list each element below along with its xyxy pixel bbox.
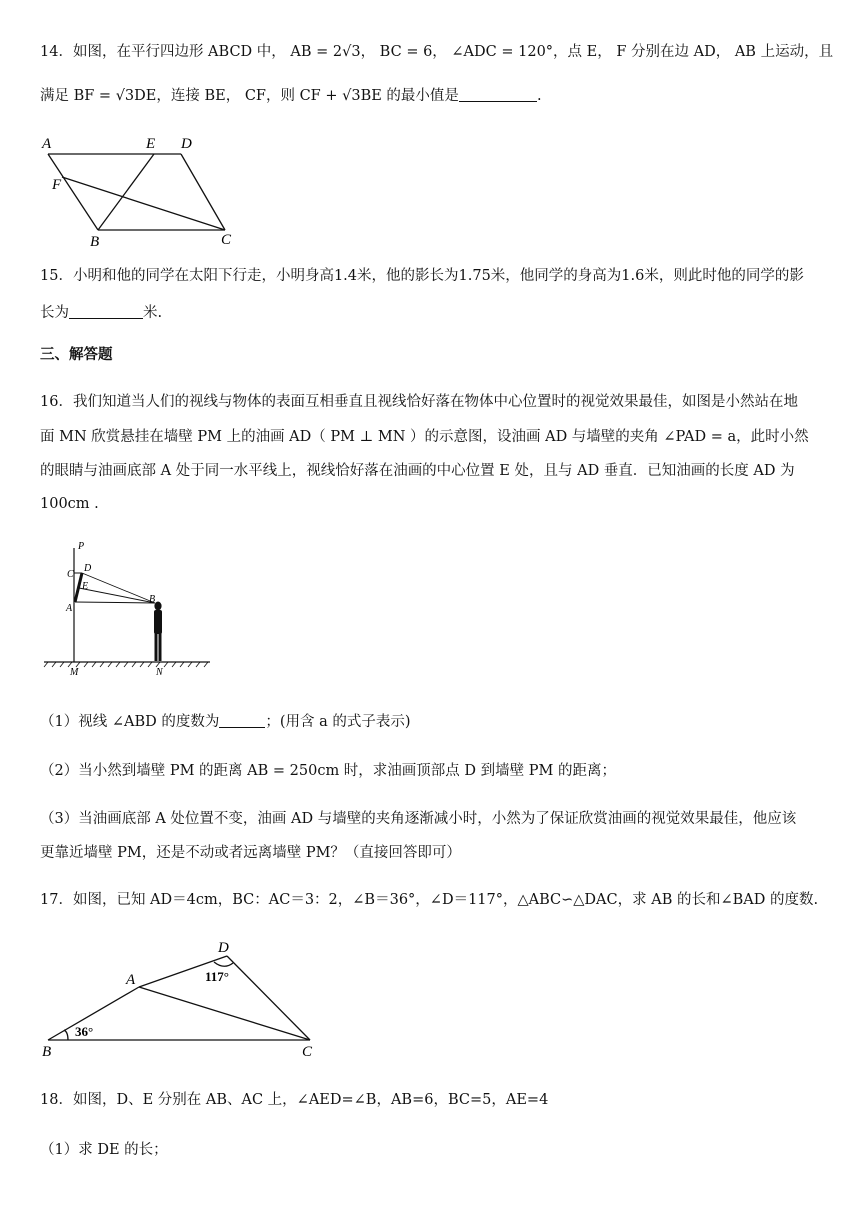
q14-line2-text: 满足 BF = √3DE，连接 BE， CF，则 CF + √3BE 的最小值是 <box>40 88 459 104</box>
q14-line1: 14．如图，在平行四边形 ABCD 中， AB = 2√3， BC = 6， ∠ADC = 120°，点 E， F 分别在边 AD， AB 上运动，且 <box>40 44 834 60</box>
q17-angle-D-label: 117° <box>205 969 229 984</box>
q16-painting-AD <box>75 573 82 602</box>
q14-label-C: C <box>221 232 232 248</box>
q17-label-C: C <box>302 1044 313 1060</box>
q16-label-C: C <box>67 569 74 580</box>
q15-answer-blank <box>69 304 143 319</box>
q14-segment-FC <box>62 177 225 230</box>
q15-line2-start: 长为 <box>40 305 69 321</box>
q16-label-D: D <box>84 563 92 574</box>
q15-line2-end: 米. <box>143 305 163 321</box>
q16-sub2: （2）当小然到墙壁 PM 的距离 AB = 250cm 时，求油画顶部点 D 到墙壁 PM 的距离； <box>40 763 616 779</box>
q18-text: 18．如图，D、E 分别在 AB、AC 上，∠AED=∠B，AB=6，BC=5，AE=4 <box>40 1092 549 1108</box>
q16-sub1-end: ；(用含 a 的式子表示) <box>265 714 411 730</box>
q14-line2-end: . <box>536 88 542 104</box>
q18-sub1: （1）求 DE 的长； <box>40 1142 168 1158</box>
q15-line2 <box>40 303 830 323</box>
q15-line1: 15．小明和他的同学在太阳下行走，小明身高1.4米，他的影长为1.75米，他同学的身高为1.6米，则此时他的同学的影 <box>40 268 804 284</box>
q14-line2 <box>40 86 830 106</box>
q17-label-D: D <box>218 940 229 956</box>
q17-angle-B-label: 36° <box>75 1024 94 1039</box>
q16-line2: 面 MN 欣赏悬挂在墙壁 PM 上的油画 AD（ PM ⊥ MN ）的示意图，设油画 AD 与墙壁的夹角 ∠PAD = a，此时小然 <box>40 429 809 445</box>
q16-sight-DB <box>82 573 155 603</box>
q16-label-A: A <box>66 603 73 614</box>
q16-wall-figure <box>40 540 230 680</box>
q16-sub3-line1: （3）当油画底部 A 处位置不变，油画 AD 与墙壁的夹角逐渐减小时，小然为了保证欣赏油画的视觉效果最佳，他应该 <box>40 811 797 827</box>
q16-label-E: E <box>82 581 89 592</box>
q14-label-B: B <box>90 234 100 248</box>
q14-answer-blank <box>459 87 537 102</box>
q14-label-A: A <box>42 136 52 152</box>
q16-label-P: P <box>78 541 85 552</box>
q16-line3: 的眼睛与油画底部 A 处于同一水平线上，视线恰好落在油画的中心位置 E 处，且与 AD 垂直．已知油画的长度 AD 为 <box>40 463 795 479</box>
q16-line4: 100cm . <box>40 496 99 512</box>
q14-label-F: F <box>52 177 62 193</box>
q16-label-B: B <box>149 594 156 605</box>
q16-ground-hatching <box>44 662 208 667</box>
q14-side-DC <box>181 154 225 230</box>
q17-triangle-figure <box>38 936 328 1064</box>
q14-label-D: D <box>181 136 192 152</box>
q17-label-B: B <box>42 1044 52 1060</box>
q17-text: 17．如图，已知 AD＝4cm，BC：AC＝3：2，∠B＝36°，∠D＝117°，△ABC∽△DAC，求 AB 的长和∠BAD 的度数. <box>40 892 819 908</box>
section-title: 三、解答题 <box>40 346 113 363</box>
q16-sight-AB <box>75 602 155 603</box>
q14-parallelogram-figure <box>38 132 248 248</box>
q16-sub1 <box>40 712 830 732</box>
q16-line1: 16．我们知道当人们的视线与物体的表面互相垂直且视线恰好落在物体中心位置时的视觉效果最佳，如图是小然站在地 <box>40 394 798 410</box>
q17-angle-D-arc <box>214 962 233 966</box>
q17-angle-B-arc <box>64 1030 68 1040</box>
q17-label-A: A <box>126 972 136 988</box>
q16-label-N: N <box>156 667 163 678</box>
q16-label-M: M <box>70 667 79 678</box>
q16-sub1-blank <box>219 713 265 728</box>
q16-person-icon <box>154 602 162 662</box>
q16-sub3-line2: 更靠近墙壁 PM，还是不动或者远离墙壁 PM？（直接回答即可） <box>40 845 461 861</box>
q16-sight-EB <box>79 588 155 603</box>
q16-sub1-start: （1）视线 ∠ABD 的度数为 <box>40 714 220 730</box>
q14-label-E: E <box>146 136 156 152</box>
q17-side-BA <box>48 987 139 1040</box>
